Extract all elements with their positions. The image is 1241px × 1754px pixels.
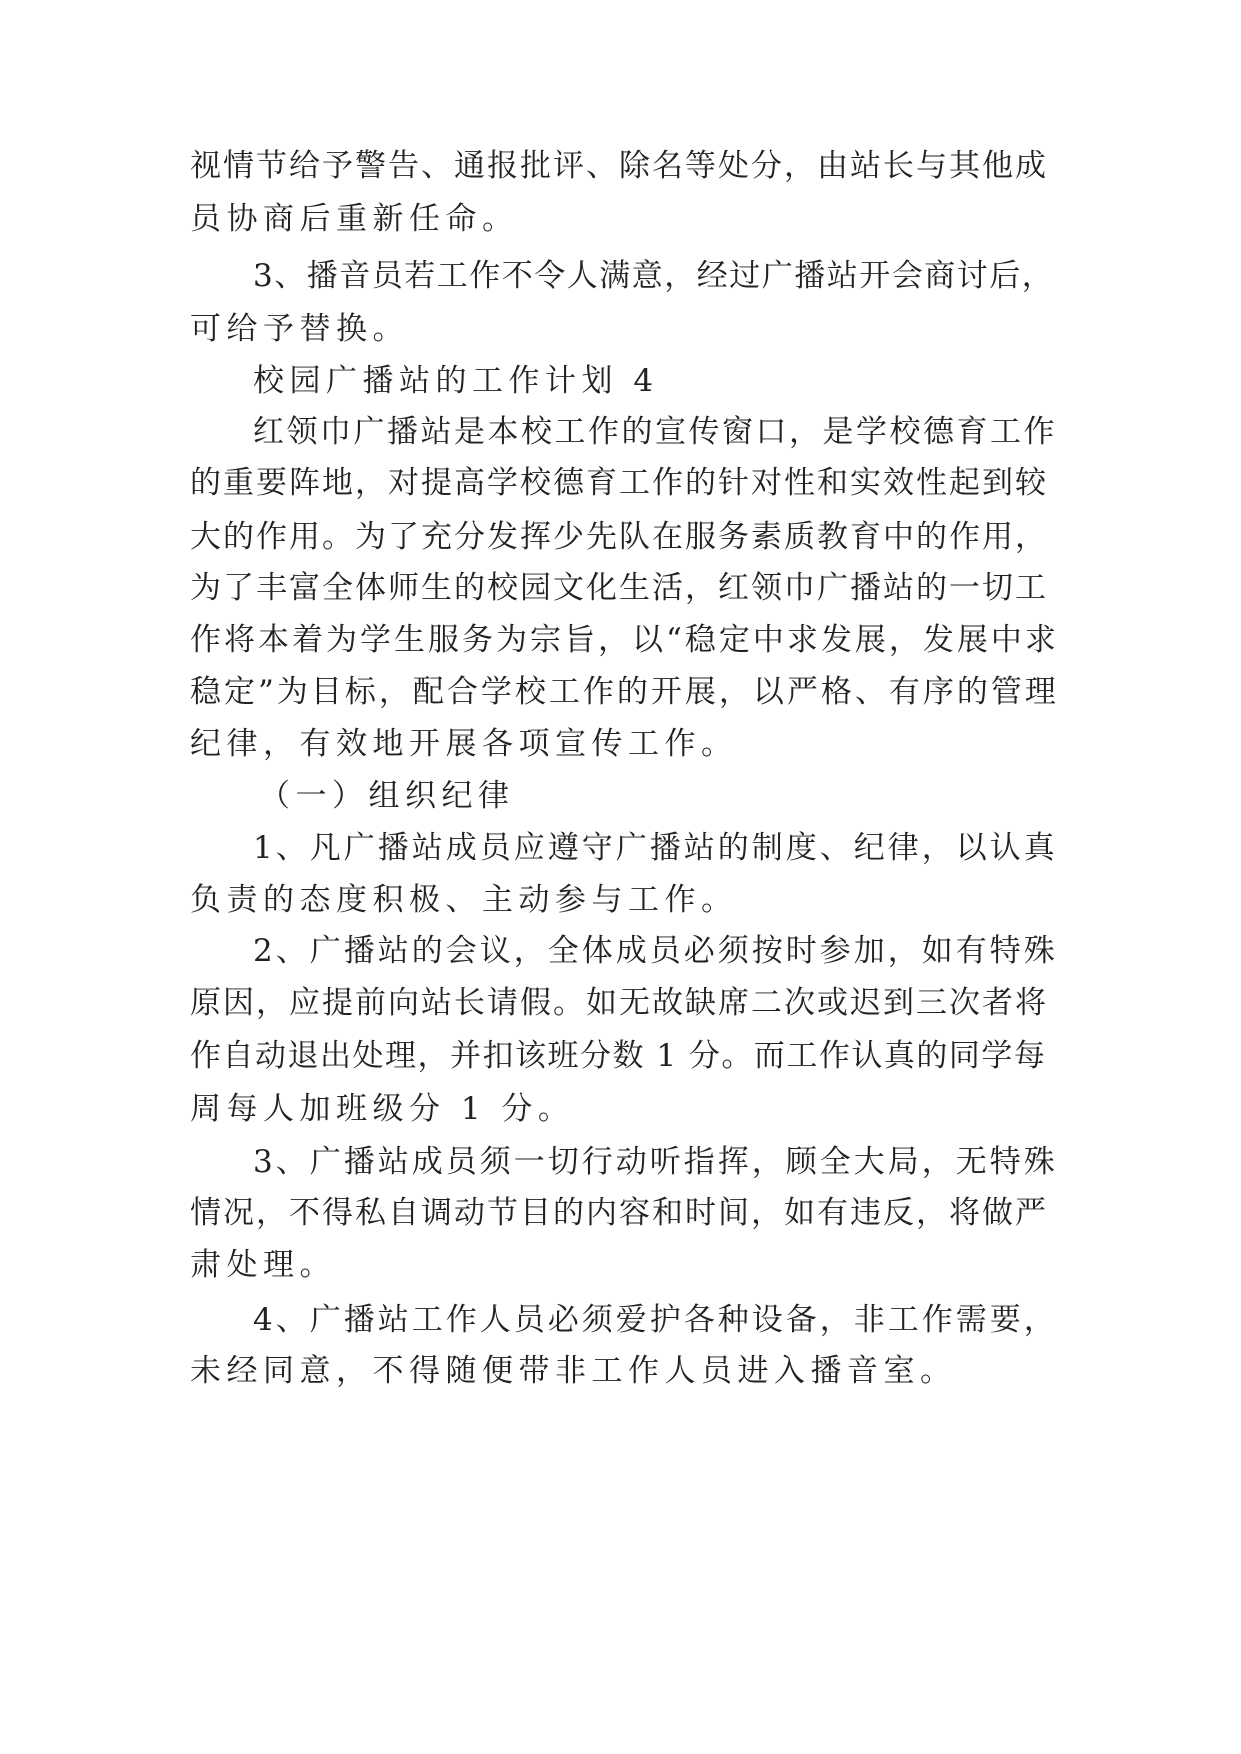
text-line-12: 纪律，有效地开展各项宣传工作。 xyxy=(190,726,738,762)
text-line-24: 未经同意，不得随便带非工作人员进入播音室。 xyxy=(190,1353,957,1389)
text-line-23: 4、广播站工作人员必须爱护各种设备，非工作需要， xyxy=(253,1302,1058,1338)
text-line-4: 可给予替换。 xyxy=(190,311,409,347)
text-line-20: 3、广播站成员须一切行动听指挥，顾全大局，无特殊 xyxy=(253,1144,1058,1180)
text-line-22: 肃处理。 xyxy=(190,1247,336,1283)
text-line-17: 原因，应提前向站长请假。如无故缺席二次或迟到三次者将 xyxy=(190,985,1048,1021)
subsection-heading: （一）组织纪律 xyxy=(259,778,515,814)
text-line-21: 情况，不得私自调动节目的内容和时间，如有违反，将做严 xyxy=(190,1195,1048,1231)
text-line-15: 负责的态度积极、主动参与工作。 xyxy=(190,882,738,918)
text-line-11: 稳定”为目标，配合学校工作的开展，以严格、有序的管理 xyxy=(190,674,1059,710)
text-line-14: 1、凡广播站成员应遵守广播站的制度、纪律，以认真 xyxy=(253,830,1058,866)
text-line-8: 大的作用。为了充分发挥少先队在服务素质教育中的作用， xyxy=(190,519,1048,555)
text-line-16: 2、广播站的会议，全体成员必须按时参加，如有特殊 xyxy=(253,933,1058,969)
text-line-10: 作将本着为学生服务为宗旨，以“稳定中求发展，发展中求 xyxy=(190,622,1059,658)
text-line-3: 3、播音员若工作不令人满意，经过广播站开会商讨后， xyxy=(253,258,1055,294)
section-heading: 校园广播站的工作计划 4 xyxy=(253,363,659,399)
text-line-2: 员协商后重新任命。 xyxy=(190,201,519,237)
text-line-9: 为了丰富全体师生的校园文化生活，红领巾广播站的一切工 xyxy=(190,570,1048,606)
text-line-1: 视情节给予警告、通报批评、除名等处分，由站长与其他成 xyxy=(190,148,1048,184)
text-line-7: 的重要阵地，对提高学校德育工作的针对性和实效性起到较 xyxy=(190,465,1048,501)
text-line-19: 周每人加班级分 1 分。 xyxy=(190,1091,575,1127)
text-line-18: 作自动退出处理，并扣该班分数 1 分。而工作认真的同学每 xyxy=(190,1038,1047,1074)
text-line-6: 红领巾广播站是本校工作的宣传窗口，是学校德育工作 xyxy=(253,414,1057,450)
